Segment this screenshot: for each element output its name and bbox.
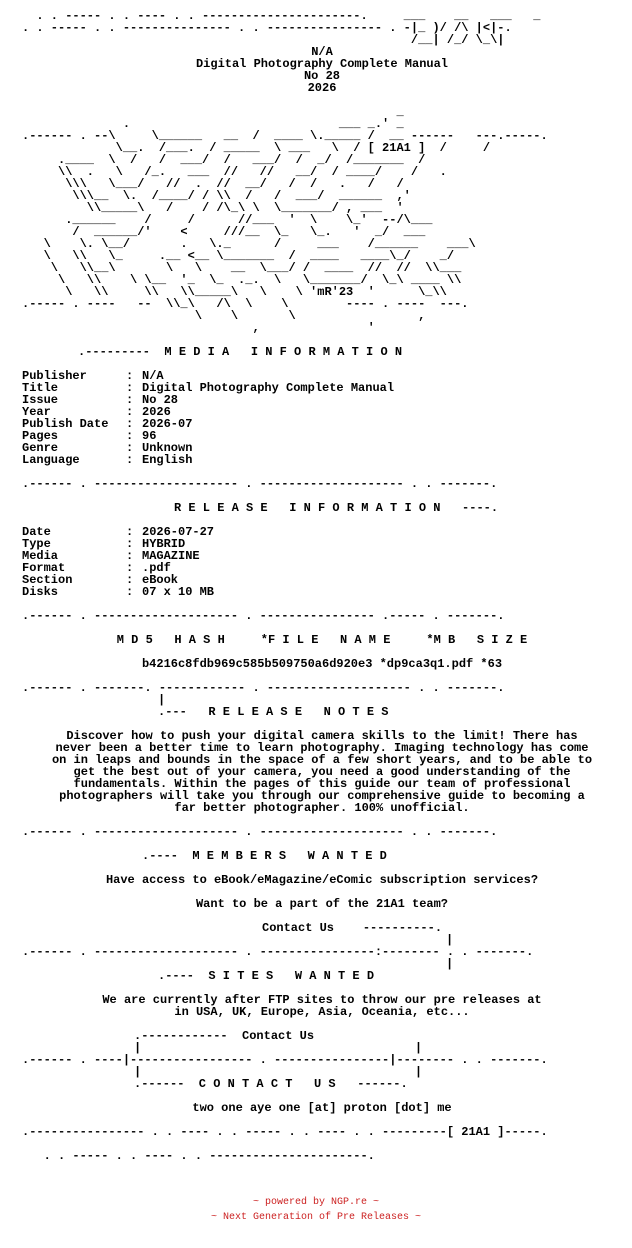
contact-us-heading: .------ C O N T A C T U S ------. [134,1077,408,1091]
hash-line: b4216c8fdb969c585b509750a6d920e3 *dp9ca3q1.pdf *63 [141,657,503,671]
media-information-heading: .--------- M E D I A I N F O R M A T I O N [78,345,403,359]
info-row: Language : English [22,453,193,467]
logo-art-line: .------ . --\ \______ __ / ____ \._____ / __ ------ ---.-----. [22,129,548,143]
info-row: Pages : 96 [22,429,157,443]
info-value: 2026-07 [142,417,193,431]
info-row: Genre : Unknown [22,441,193,455]
footer [0,1195,632,1225]
logo-art-line: / ______/' < ///__ \_ \_. ' _/ ___ [22,225,426,239]
info-row: Section : eBook [22,573,179,587]
release-notes-line: fundamentals. Within the pages of this guide our team of professional [73,777,571,791]
release-notes-line: get the best out of your camera, you need a good understanding of the [73,765,571,779]
logo-art-line: .______ / / //___ ' \ \_' --/\___ [22,213,433,227]
footer-powered-by: ~ powered by NGP.re ~ [252,1197,380,1208]
logo-art-line: \\\ \___/ // . // __/ / / . / / [22,177,404,191]
members-wanted-line: Want to be a part of the 21A1 team? [195,897,449,911]
info-key: Title [22,381,59,395]
info-row: Format : .pdf [22,561,171,575]
title-block [22,46,622,94]
hash-heading: M D 5 H A S H *F I L E N A M E *M B S I Z E [116,633,528,647]
info-row: Disks : 07 x 10 MB [22,585,215,599]
info-value: 2026-07-27 [142,525,215,539]
logo-art-line: \\_____\ / / /\_\ \ \_______/ , ___ ' [22,201,404,215]
members-wanted-heading: .---- M E M B E R S W A N T E D [142,849,387,863]
year-line: 2026 [307,81,337,95]
header-art-line: . . ----- . . ---- . . ----------------------. ___ __ ___ _ [22,9,541,23]
divider: .------ . ----|----------------- . ----------------|-------- . . -------. [22,1053,548,1067]
header-art-line: /__| /_/ \_\| [22,33,505,47]
logo-art-line: \ \\ \_ .__ <__ \_______ / ____ ____\_/ _/ [22,249,455,263]
logo-art-line: \ \\ \\ \\_____\ \ \ 'mR'23 ' \_\\ [22,285,447,299]
divider: .------ . -------------------- . ---------------- .----- . -------. [22,609,505,623]
logo-art-line: \\\__ \. /____/ / \\ / / ___/ ______ ,' [22,189,411,203]
contact-us-section [22,1078,622,1114]
logo-art-line: .----- . ---- -- \\_\ /\ \ \ ---- . ---- ---. [22,297,469,311]
info-value: 2026 [142,405,171,419]
logo-art-line: .____ \ / / ___/ / ___/ / _/ /_______ / [22,153,426,167]
release-notes-line: never been a better time to learn photography. Imaging technology has come [55,741,589,755]
release-notes-line: far better photographer. 100% unofficial. [174,801,470,815]
info-value: English [142,453,193,467]
nfo-document: . . ----- . . ---- . . ----------------------. ___ __ ___ _ . . ----- . . --------------- . . ---------------- . -|_ )/ /\ |<|-. /__| /_/ \_\| N/A Digital Photography Complete Manual No 28 2026 _ . ___ _.' _ .------ . --\ \______ __ / ____ \._____ / __ ------ ---.-----. \__. /___. / _____ \ ___ \ / [ 21A1 ] / / .____ \ / / ___/ / ___/ / _/ /_______ / \\ . \ /_. ___ // // __/ / ____/ / . \\\ \___/ // . // __/ / / . / / \\\__ \. /____/ / \\ / / ___/ ______ ,' \\_____\ / / /\_\ \ \_______/ , ___ ' .______ / / //___ ' \ \_' --/\___ / ______/' < ///__ \_ \_. ' _/ ___ \ \. \__/ . \._ / ___ /______ ___\ \ \\ \_ .__ <__ \_______ / ____ ____\_/ _/ \ \\__\ \ \ __ \___/ / ____ // // \\___ \ \\ \ \__ '_ \_ ._. \ \_______/ \_\ ____ \\ \ \\ \\ \\_____\ \ \ 'mR'23 ' \_\\ .----- . ---- -- \\_\ /\ \ \ ---- . ---- ---. \ \ \ , , ' .--------- M E D I A I N F O R M A T I O N Publisher : N/A Title : Digital Photography Complete Manual Issue : No 28 Year : 2026 Publish Date : 2026-07 Pages : 96 Genre : Unknown Language : English .------ . -------------------- . -------------------- . . -------. R E L E A S E I N F O R M A T I O N ----. Date : 2026-07-27 Type : HYBRID Media : MAGAZINE Format : .pdf Section : eBook Disks : 07 x 10 MB .------ . -------------------- . ---------------- .----- . -------. M D 5 H A S H *F I L E N A M E *M B S I Z E b4216c8fdb969c585b509750a6d920e3 *dp9ca3q1.pdf *63 .------ . -------. ------------ . -------------------- . . -------. | .--- R E L E A S E N O T E S Discover how to push your digital camera skills to the limit! There has never been a better time to learn photography. Imaging technology has come on in leaps and bounds in the space of a few short years, and to be able to get the best out of your camera, you need a good understanding of the fundamentals. Within the pages of this guide our team of professional photographers will take you through our comprehensive guide to becoming a far better photographer. 100% unofficial. .------ . -------------------- . -------------------- . . -------. .---- M E M B E R S W A N T E D Have access to eBook/eMagazine/eComic subscription services? Want to be a part of the 21A1 team? Contact Us ----------. | .------ . -------------------- . ----------------:-------- . . -------. | .---- S I T E S W A N T E D We are currently after FTP sites to throw our pre releases at in USA, UK, Europe, Asia, Oceania, etc... .------------ Contact Us | | .------ . ----|----------------- . ----------------|-------- . . -------. | | .------ C O N T A C T U S ------. two one aye one [at] proton [dot] me .---------------- . . ---- . . ----- . . ---- . . ---------[ 21A1 ]-----. . . ----- . . ---- . . ----------------------. [22,10,622,1162]
title-line: Digital Photography Complete Manual [195,57,449,71]
info-value: No 28 [142,393,179,407]
info-row: Publish Date : 2026-07 [22,417,193,431]
divider: .------ . -------------------- . -------------------- . . -------. [22,477,498,491]
members-wanted-line: Have access to eBook/eMagazine/eComic subscription services? [105,873,539,887]
divider: .------ . -------------------- . -------------------- . . -------. [22,825,498,839]
header-art-line: . . ----- . . --------------- . . ---------------- . -|_ )/ /\ |<|-. [22,21,512,35]
info-key: Issue [22,393,59,407]
info-key: Media [22,549,59,563]
info-value: 96 [142,429,157,443]
info-key: Year [22,405,51,419]
info-row: Type : HYBRID [22,537,186,551]
release-notes-heading: .--- R E L E A S E N O T E S [158,705,389,719]
divider: .------ . -------------------- . ----------------:-------- . . -------. [22,945,534,959]
media-information-section [22,346,622,466]
logo-art-line: \ \. \__/ . \._ / ___ /______ ___\ [22,237,476,251]
members-contact-line: Contact Us ----------. [262,921,443,935]
info-value: .pdf [142,561,171,575]
logo-art-line: , ' [22,321,375,335]
sites-wanted-line: in USA, UK, Europe, Asia, Oceania, etc... [174,1005,470,1019]
members-wanted-section [22,850,622,934]
info-key: Publisher [22,369,87,383]
release-notes-line: photographers will take you through our comprehensive guide to becoming a [59,789,585,803]
info-key: Language [22,453,80,467]
info-key: Section [22,573,73,587]
info-value: HYBRID [142,537,186,551]
sites-wanted-heading: .---- S I T E S W A N T E D [158,969,375,983]
logo-art-line: \__. /___. / _____ \ ___ \ / [ 21A1 ] / / [22,141,491,155]
info-value: 07 x 10 MB [142,585,215,599]
info-row: Media : MAGAZINE [22,549,200,563]
logo-art-line: \ \ \ , [22,309,426,323]
info-value: Digital Photography Complete Manual [142,381,395,395]
header-art [22,10,622,46]
info-key: Pages [22,429,59,443]
info-row: Year : 2026 [22,405,171,419]
info-value: N/A [142,369,164,383]
logo-art-line: . ___ _.' _ [22,117,404,131]
sites-wanted-line: We are currently after FTP sites to throw our pre releases at [102,993,542,1007]
info-value: MAGAZINE [142,549,200,563]
divider: . . ----- . . ---- . . ----------------------. [22,1149,375,1163]
contact-email-line: two one aye one [at] proton [dot] me [192,1101,452,1115]
info-row: Publisher : N/A [22,369,164,383]
release-notes-line: Discover how to push your digital camera skills to the limit! There has [66,729,578,743]
issue-line: No 28 [303,69,340,83]
logo-art [22,106,622,334]
logo-art-line: \\ . \ /_. ___ // // __/ / ____/ / . [22,165,447,179]
info-key: Publish Date [22,417,109,431]
info-row: Issue : No 28 [22,393,179,407]
logo-art-line: _ [22,105,404,119]
release-information-section [22,502,622,598]
publisher-line: N/A [311,45,333,59]
info-key: Genre [22,441,59,455]
release-information-heading: R E L E A S E I N F O R M A T I O N ----. [174,501,499,515]
info-key: Disks [22,585,59,599]
hash-section [22,634,622,670]
info-value: Unknown [142,441,193,455]
release-notes-line: on in leaps and bounds in the space of a few short years, and to be able to [51,753,593,767]
sites-contact-line: .------------ Contact Us [134,1029,315,1043]
info-key: Format [22,561,66,575]
divider: .------ . -------. ------------ . -------------------- . . -------. [22,681,505,695]
info-value: eBook [142,573,179,587]
release-notes-section [22,706,622,814]
info-row: Title : Digital Photography Complete Manual [22,381,395,395]
sites-wanted-section [22,970,622,1042]
info-key: Type [22,537,51,551]
info-row: Date : 2026-07-27 [22,525,215,539]
logo-art-line: \ \\__\ \ \ __ \___/ / ____ // // \\___ [22,261,462,275]
footer-tagline: ~ Next Generation of Pre Releases ~ [210,1212,422,1223]
info-key: Date [22,525,51,539]
divider: .---------------- . . ---- . . ----- . . ---- . . ---------[ 21A1 ]-----. [22,1125,548,1139]
logo-art-line: \ \\ \ \__ '_ \_ ._. \ \_______/ \_\ ____ \\ [22,273,462,287]
